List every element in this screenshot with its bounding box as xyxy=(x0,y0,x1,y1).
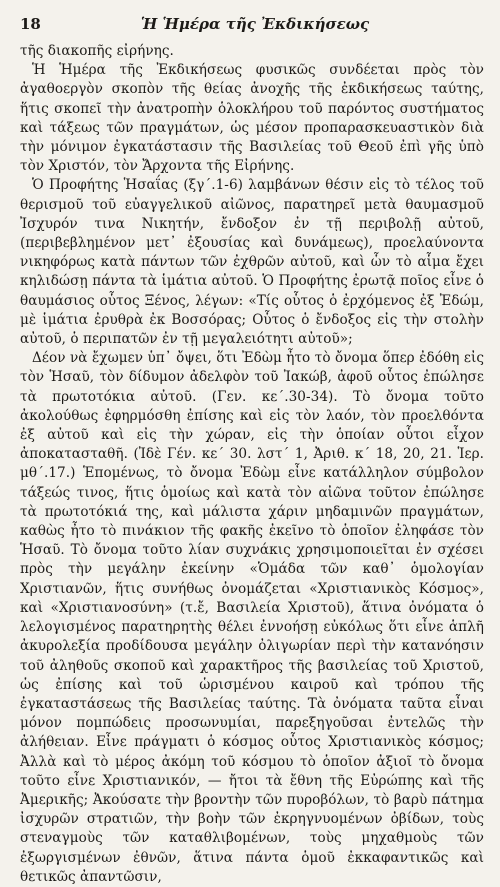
page-header xyxy=(20,14,484,38)
paragraph: Ὁ Προφήτης Ἡσαΐας (ξγ΄.1-6) λαμβάνων θέσιν εἰς τὸ τέλος τοῦ θερισμοῦ τοῦ εὐαγγελικοῦ αἰῶνος, παρατηρεῖ μετὰ θαυμασμοῦ Ἰσχυρόν τινα Νικητήν, ἔνδοξον ἐν τῇ περιβολῇ αὐτοῦ, (περιβεβλημένον μετ᾽ ἐξουσίας καὶ δυνάμεως), προελαύνοντα νικηφόρως κατὰ πάντων τῶν ἐχθρῶν αὐτοῦ, καὶ ὧν τὸ αἷμα ἔχει κηλιδώσῃ πάντα τὰ ἱμάτια αὐτοῦ. Ὁ Προφήτης ἐρωτᾷ ποῖος εἶνε ὁ θαυμάσιος οὗτος Ξένος, λέγων: «Τίς οὗτος ὁ ἐρχόμενος ἐξ Ἐδώμ, μὲ ἱμάτια ἐρυθρὰ ἐκ Βοσσόρας; Οὗτος ὁ ἔνδοξος εἰς τὴν στολὴν αὐτοῦ, ὁ περιπατῶν ἐν τῇ μεγαλειότητι αὐτοῦ»; xyxy=(20,177,484,348)
running-title: Ἡ Ἡμέρα τῆς Ἐκδικήσεως xyxy=(140,15,370,33)
body-text xyxy=(20,42,484,887)
paragraph: Ἡ Ἡμέρα τῆς Ἐκδικήσεως φυσικῶς συνδέεται πρὸς τὸν ἀγαθοεργὸν σκοπὸν τῆς θείας ἀνοχῆς τῆς ἐκδικήσεως ταύτης, ἥτις σκοπεῖ τὴν ἀνατροπὴν ὁλοκλήρου τοῦ παρόντος συστήματος καὶ τάξεως τῶν πραγμάτων, ὡς μέσον προπαρασκευαστικὸν διὰ τὴν μόνιμον ἐγκατάστασιν τῆς Βασιλείας τοῦ Θεοῦ ἐπὶ γῆς ὑπὸ τὸν Χριστόν, τὸν Ἄρχοντα τῆς Εἰρήνης. xyxy=(20,62,484,175)
paragraph: Δέον νὰ ἔχωμεν ὑπ᾽ ὄψει, ὅτι Ἐδὼμ ἦτο τὸ ὄνομα ὅπερ ἐδόθη εἰς τὸν Ἡσαῦ, τὸν δίδυμον ἀδελφὸν τοῦ Ἰακώβ, ἀφοῦ οὗτος ἐπώλησε τὰ πρωτοτόκια αὐτοῦ. (Γεν. κε΄.30-34). Τὸ ὄνομα τοῦτο ἀκολούθως ἐφηρμόσθη ἐπίσης καὶ εἰς τὸν λαόν, τὸν προελθόντα ἐξ αὐτοῦ καὶ εἰς τὴν χώραν, εἰς τὴν ὁποίαν οὗτοι εἶχον ἀποκατασταθῆ. (Ἰδὲ Γέν. κε΄ 30. λστ΄ 1, Ἀριθ. κ΄ 18, 20, 21. Ἱερ. μθ΄.17.) Ἑπομένως, τὸ ὄνομα Ἐδὼμ εἶνε κατάλληλον σύμβολον τάξεώς τινος, ἥτις ὁμοίως καὶ κατὰ τὸν αἰῶνα τοῦτον ἐπώλησε τὰ πρωτοτόκιά της, καὶ μάλιστα χάριν μηδαμινῶν πραγμάτων, καθὼς ἦτο τὸ πινάκιον τῆς φακῆς ἐκεῖνο τὸ ὁποῖον ἐληφάσε τὸν Ἡσαῦ. Τὸ ὄνομα τοῦτο λίαν συχνάκις χρησιμοποιεῖται ἐν σχέσει πρὸς τὴν μεγάλην ἐκείνην «Ὁμάδα τῶν καθ᾽ ὁμολογίαν Χριστιανῶν, ἥτις συνήθως ὀνομάζεται «Χριστιανικὸς Κόσμος», καὶ «Χριστιανοσύνη» (τ.ἔ, Βασιλεία Χριστοῦ), ἅτινα ὀνόματα ὁ λελογισμένος παρατηρητὴς θέλει ἐννοήσῃ εὐκόλως ὅτι εἶνε ἁπλῆ ἀκυρολεξία προδίδουσα μεγάλην ὀλιγωρίαν περὶ τὴν κατανόησιν τοῦ ἀληθοῦς σκοποῦ καὶ χαρακτῆρος τῆς βασιλείας τοῦ Χριστοῦ, ὡς ἐπίσης καὶ τοῦ ὡρισμένου καιροῦ καὶ τρόπου τῆς ἐγκαταστάσεως τῆς Βασιλείας ταύτης. Τὰ ὀνόματα ταῦτα εἶναι μόνον πομπώδεις προσωνυμίαι, παρεξηγοῦσαι ἐντελῶς τὴν ἀλήθειαν. Εἶνε πράγματι ὁ κόσμος οὗτος Χριστιανικὸς κόσμος; Ἀλλὰ καὶ τὸ μέρος ἀκόμη τοῦ κόσμου τὸ ὁποῖον ἀξιοῖ τὸ ὄνομα τοῦτο εἶνε Χριστιανικόν, — ἤτοι τὰ ἔθνη τῆς Εὐρώπης καὶ τῆς Ἀμερικῆς; Ἀκούσατε τὴν βροντὴν τῶν πυροβόλων, τὸ βαρὺ πάτημα ἰσχυρῶν στρατιῶν, τὴν βοὴν τῶν ἐκρηγνυομένων ὀβίδων, τοὺς στεναγμοὺς τῶν καταθλιβομένων, τοὺς μηχαθμοὺς τῶν ἐξωργισμένων ἐθνῶν, ἅτινα πάντα ὁμοῦ ἐκκαφαντικῶς καὶ θετικῶς ἀπαντῶσιν, xyxy=(20,350,484,885)
paragraph-continuation: τῆς διακοπῆς εἰρήνης. xyxy=(20,43,174,59)
page-number: 18 xyxy=(20,15,41,33)
